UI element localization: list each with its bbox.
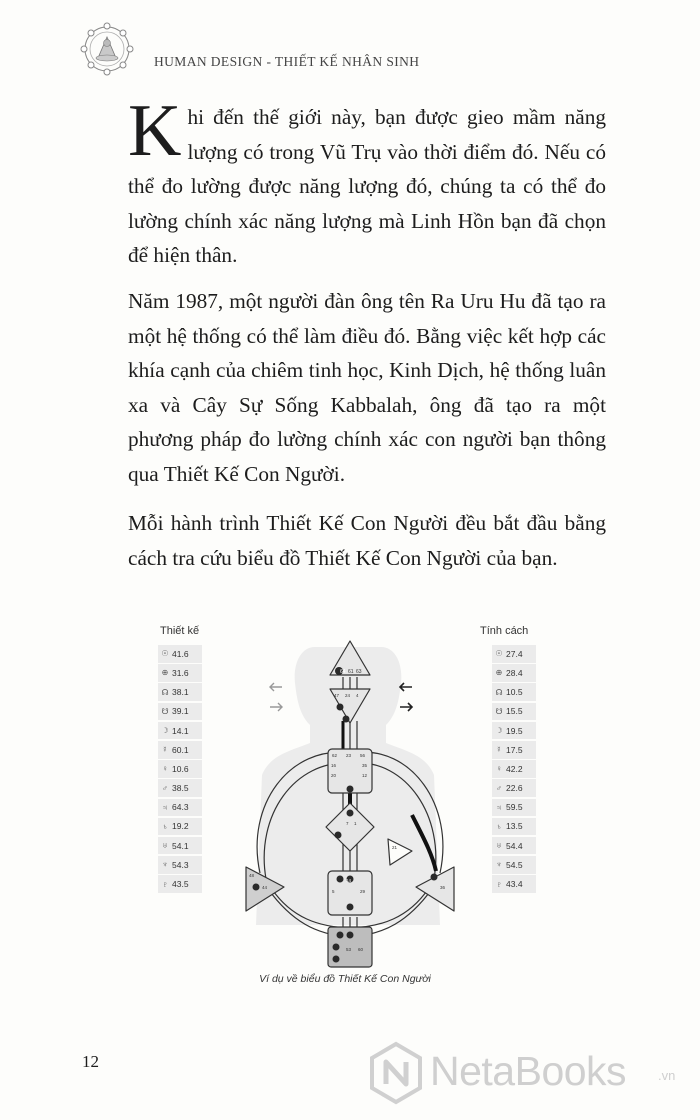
personality-planet-value: 22.6 [506, 783, 523, 794]
personality-planet-value: 10.5 [506, 687, 523, 698]
netabooks-watermark [366, 1040, 686, 1106]
personality-planet-value: 43.4 [506, 879, 523, 890]
design-planet-value: 39.1 [172, 706, 189, 717]
watermark-text: NetaBooks [430, 1048, 627, 1094]
design-planet-value: 54.3 [172, 859, 189, 870]
gate-7: 7 [346, 821, 349, 826]
planet-symbol-icon: ♇ [496, 879, 502, 889]
paragraph-2 [128, 284, 606, 491]
design-planet-value: 64.3 [172, 802, 189, 813]
planet-symbol-icon: ♆ [162, 860, 168, 870]
page-header [78, 20, 678, 80]
planet-symbol-icon: ⊕ [161, 668, 169, 678]
gate-47: 47 [334, 693, 340, 698]
design-planet-value: 31.6 [172, 667, 189, 678]
design-planet-value: 38.5 [172, 783, 189, 794]
gate-60: 60 [358, 947, 364, 952]
planet-symbol-icon: ☋ [161, 706, 169, 716]
personality-planet-value: 59.5 [506, 802, 523, 813]
bodygraph-chart [150, 625, 540, 970]
paragraph-2-text: Năm 1987, một người đàn ông tên Ra Uru Hu đã tạo ra một hệ thống có thể làm điều đó. Bằng việc kết hợp các khía cạnh của chiêm tinh học, Kinh Dịch, hệ thống luân xa và Cây Sự Sống Kabbalah, ông đã tạo ra một phương pháp đo lường chính xác con người bạn thông qua Thiết Kế Con Người. [128, 289, 606, 486]
personality-planet-value: 17.5 [506, 744, 523, 755]
gate-21: 21 [392, 845, 398, 850]
personality-planet-value: 28.4 [506, 667, 523, 678]
planet-symbol-icon: ♄ [496, 821, 502, 831]
gate-23: 23 [346, 753, 352, 758]
planet-symbol-icon: ♄ [162, 821, 168, 831]
personality-planet-value: 54.5 [506, 859, 523, 870]
planet-symbol-icon: ☿ [496, 745, 502, 755]
planet-symbol-icon: ⊕ [495, 668, 503, 678]
gate-61: 61 [348, 669, 354, 675]
design-planet-value: 54.1 [172, 840, 189, 851]
gate-56: 56 [360, 753, 366, 758]
design-column-label: Thiết kế [160, 625, 200, 637]
running-header-title: HUMAN DESIGN - THIẾT KẾ NHÂN SINH [154, 54, 420, 69]
design-planet-value: 38.1 [172, 687, 189, 698]
gate-24: 24 [345, 693, 351, 698]
planet-symbol-icon: ☉ [161, 649, 169, 659]
design-planet-value: 43.5 [172, 879, 189, 890]
left-arrows-icon [270, 683, 282, 711]
design-planet-value: 60.1 [172, 744, 189, 755]
design-planet-value: 41.6 [172, 648, 189, 659]
gate-64: 64 [340, 669, 346, 675]
planet-symbol-icon: ♀ [162, 764, 168, 774]
gate-16: 16 [331, 763, 337, 768]
planet-symbol-icon: ♀ [496, 764, 502, 774]
planet-symbol-icon: ☋ [495, 706, 503, 716]
planet-symbol-icon: ♃ [496, 802, 502, 812]
watermark-suffix: .vn [658, 1068, 676, 1083]
personality-planet-value: 13.5 [506, 821, 523, 832]
gate-14: 14 [346, 878, 352, 883]
drop-cap: K [128, 90, 182, 172]
personality-planet-value: 15.5 [506, 706, 523, 717]
gate-36: 36 [440, 885, 446, 890]
paragraph-1-text: hi đến thế giới này, bạn được gieo mầm năng lượng có trong Vũ Trụ vào thời điểm đó. Nếu có thể đo lường được năng lượng đó, chúng ta có thể đo lường chính xác năng lượng mà Linh Hồn bạn đã chọn để hiện thân. [128, 105, 606, 267]
personality-planet-value: 27.4 [506, 648, 523, 659]
gate-29: 29 [360, 889, 366, 894]
planet-symbol-icon: ☽ [495, 726, 503, 736]
gate-48: 48 [249, 873, 255, 878]
gate-53: 53 [346, 947, 352, 952]
planet-symbol-icon: ☊ [495, 687, 503, 697]
planet-symbol-icon: ☽ [161, 726, 169, 736]
personality-planet-value: 42.2 [506, 763, 523, 774]
bodygraph-figure [150, 625, 540, 995]
personality-planet-value: 54.4 [506, 840, 523, 851]
planet-symbol-icon: ♅ [162, 841, 168, 851]
planet-symbol-icon: ♆ [496, 860, 502, 870]
figure-caption: Ví dụ về biểu đồ Thiết Kế Con Người [259, 973, 431, 985]
planet-symbol-icon: ♅ [496, 841, 502, 851]
netabooks-logo-icon [366, 1040, 426, 1106]
gate-63: 63 [356, 669, 362, 675]
gate-35: 35 [362, 763, 368, 768]
planet-symbol-icon: ♃ [162, 802, 168, 812]
gate-20: 20 [331, 773, 337, 778]
planet-symbol-icon: ♂ [162, 783, 168, 793]
page-number: 12 [82, 1052, 99, 1071]
planet-symbol-icon: ☉ [495, 649, 503, 659]
paragraph-3-text: Mỗi hành trình Thiết Kế Con Người đều bắt đầu bằng cách tra cứu biểu đồ Thiết Kế Con Người của bạn. [128, 511, 606, 570]
gate-1: 1 [354, 821, 357, 826]
design-planet-value: 19.2 [172, 821, 189, 832]
planet-symbol-icon: ♇ [162, 879, 168, 889]
buddha-mandala-logo-icon [78, 20, 136, 78]
right-arrows-icon [400, 683, 412, 711]
planet-symbol-icon: ♂ [496, 783, 502, 793]
gate-5: 5 [332, 889, 335, 894]
planet-symbol-icon: ☿ [162, 745, 168, 755]
gate-4: 4 [356, 693, 359, 698]
design-planet-value: 10.6 [172, 763, 189, 774]
planet-symbol-icon: ☊ [161, 687, 169, 697]
design-planet-value: 14.1 [172, 725, 189, 736]
gate-44: 44 [262, 885, 268, 890]
personality-column-label: Tính cách [480, 625, 529, 637]
gate-62: 62 [332, 753, 338, 758]
paragraph-1 [128, 90, 606, 273]
gate-12: 12 [362, 773, 368, 778]
personality-planet-value: 19.5 [506, 725, 523, 736]
paragraph-3 [128, 506, 606, 575]
